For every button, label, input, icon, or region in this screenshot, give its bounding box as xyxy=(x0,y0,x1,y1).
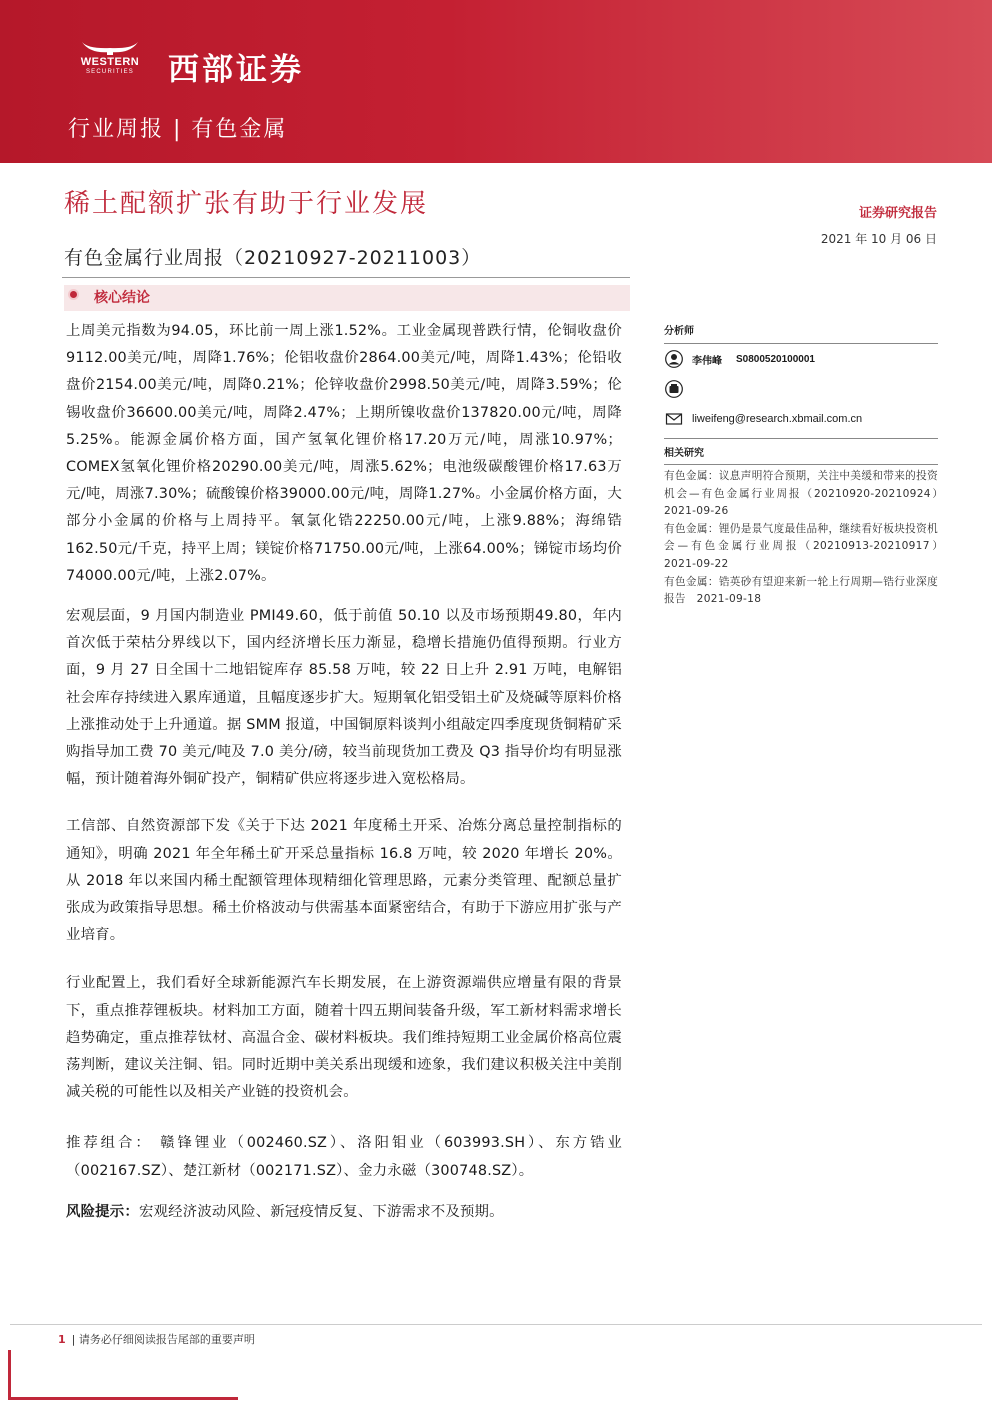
body-paragraph: 宏观层面，9 月国内制造业 PMI49.60，低于前值 50.10 以及市场预期49.80，年内首次低于荣枯分界线以下，国内经济增长压力渐显，稳增长措施仍值得预期。行业方面，9 月 27 日全国十二地铝锭库存 85.58 万吨，较 22 日上升 2.91 万吨，电解铝社会库存持续进入累库通道，且幅度逐步扩大。短期氧化铝受铝土矿及烧碱等原料价格上涨推动处于上升通道。据 SMM 报道，中国铜原料谈判小组敲定四季度现货铜精矿采购指导加工费 70 美元/吨及 7.0 美分/磅，较当前现货加工费及 Q3 指导价均有明显涨幅，预计随着海外铜矿投产，铜精矿供应将逐步进入宽松格局。 xyxy=(66,608,622,788)
report-type: 证券研究报告 xyxy=(858,206,937,221)
logo-chinese-name: 西部证券 xyxy=(168,52,304,88)
section-label: 核心结论 xyxy=(94,290,150,306)
main-body xyxy=(66,318,622,1226)
risk-warning xyxy=(66,1199,622,1226)
envelope-icon xyxy=(664,409,684,429)
related-research-item[interactable]: 有色金属：锆英砂有望迎来新一轮上行周期—锆行业深度报告 2021-09-18 xyxy=(664,575,938,606)
report-subtitle: 有色金属行业周报（20210927-20211003） xyxy=(64,247,482,269)
phone-icon xyxy=(664,379,684,399)
section-header xyxy=(64,285,630,311)
page-number: 1 xyxy=(58,1333,66,1346)
report-header-banner xyxy=(0,0,992,163)
report-category: 行业周报 | 有色金属 xyxy=(68,117,288,142)
logo-english-subname: SECURITIES xyxy=(85,69,134,75)
footer-divider xyxy=(10,1324,982,1325)
footer-disclaimer xyxy=(58,1331,255,1347)
sidebar xyxy=(664,322,949,609)
analyst-name: 李伟峰 xyxy=(692,355,722,367)
related-research-item[interactable]: 有色金属：议息声明符合预期，关注中美缓和带来的投资机会—有色金属行业周报（20210920-20210924） 2021-09-26 xyxy=(664,470,949,518)
title-divider xyxy=(62,277,630,278)
risk-warning-label: 风险提示： xyxy=(66,1203,139,1220)
body-paragraph: 上周美元指数为94.05，环比前一周上涨1.52%。工业金属现普跌行情，伦铜收盘价9112.00美元/吨，周降1.76%；伦铝收盘价2864.00美元/吨，周降1.43%；伦铅收盘价2154.00美元/吨，周降0.21%；伦锌收盘价2998.50美元/吨，周降3.59%；伦锡收盘价36600.00美元/吨，周降2.47%；上期所镍收盘价137820.00元/吨，周降5.25%。能源金属价格方面，国产氢氧化锂价格17.20万元/吨，周涨10.97%；COMEX氢氧化锂价格20290.00美元/吨，周涨5.62%；电池级碳酸锂价格17.63万元/吨，周涨7.30%；硫酸镍价格39000.00元/吨，周降1.27%。小金属价格方面，大部分小金属的价格与上周持平。氧氯化锆22250.00元/吨，上涨9.88%；海绵锆162.50元/千克，持平上周；镁锭价格71750.00元/吨，上涨64.00%；锑锭市场均价74000.00元/吨，上涨2.07%。 xyxy=(66,323,622,584)
report-date: 2021 年 10 月 06 日 xyxy=(820,232,937,246)
body-paragraph: 工信部、自然资源部下发《关于下达 2021 年度稀土开采、冶炼分离总量控制指标的通知》，明确 2021 年全年稀土矿开采总量指标 16.8 万吨，较 2020 年增长 20%。从 2018 年以来国内稀土配额管理体现精细化管理思路，元素分类管理、配额总量扩张成为政策指导思想。稀土价格波动与供需基本面紧密结合，有助于下游应用扩张与产业培育。 xyxy=(66,818,622,944)
footer-disclaimer-text: | 请务必仔细阅读报告尾部的重要声明 xyxy=(71,1333,255,1346)
body-paragraph: 行业配置上，我们看好全球新能源汽车长期发展，在上游资源端供应增量有限的背景下，重点推荐锂板块。材料加工方面，随着十四五期间装备升级，军工新材料需求增长趋势确定，重点推荐钛材、高温合金、碳材料板块。我们维持短期工业金属价格高位震荡判断，建议关注铜、铝。同时近期中美关系出现缓和迹象，我们建议积极关注中美削减关税的可能性以及相关产业链的投资机会。 xyxy=(66,975,622,1101)
report-title: 稀土配额扩张有助于行业发展 xyxy=(64,189,429,219)
bullet-icon xyxy=(70,291,77,298)
phone-row xyxy=(664,374,938,404)
related-research-heading: 相关研究 xyxy=(664,438,938,465)
email-row xyxy=(664,404,938,434)
logo-mark xyxy=(68,40,152,76)
analyst-heading: 分析师 xyxy=(664,322,938,344)
related-research-item[interactable]: 有色金属：锂仍是景气度最佳品种，继续看好板块投资机会—有色金属行业周报（20210913-20210917） 2021-09-22 xyxy=(664,522,949,570)
analyst-license-id: S0800520100001 xyxy=(736,353,815,365)
analyst-email[interactable]: liweifeng@research.xbmail.com.cn xyxy=(692,413,863,425)
related-research-list xyxy=(664,468,949,609)
person-icon xyxy=(664,349,684,369)
recommended-portfolio: 推荐组合： 赣锋锂业（002460.SZ）、洛阳钼业（603993.SH）、东方锆业（002167.SZ）、楚江新材（002171.SZ）、金力永磁（300748.SZ）。 xyxy=(66,1135,622,1179)
logo-english-name: WESTERN xyxy=(80,56,140,68)
corner-accent-horizontal xyxy=(8,1397,238,1400)
corner-accent-vertical xyxy=(8,1350,11,1400)
analyst-row xyxy=(664,344,938,374)
company-logo xyxy=(68,40,304,89)
risk-warning-text: 宏观经济波动风险、新冠疫情反复、下游需求不及预期。 xyxy=(138,1203,504,1220)
bull-horns-icon xyxy=(80,40,140,56)
